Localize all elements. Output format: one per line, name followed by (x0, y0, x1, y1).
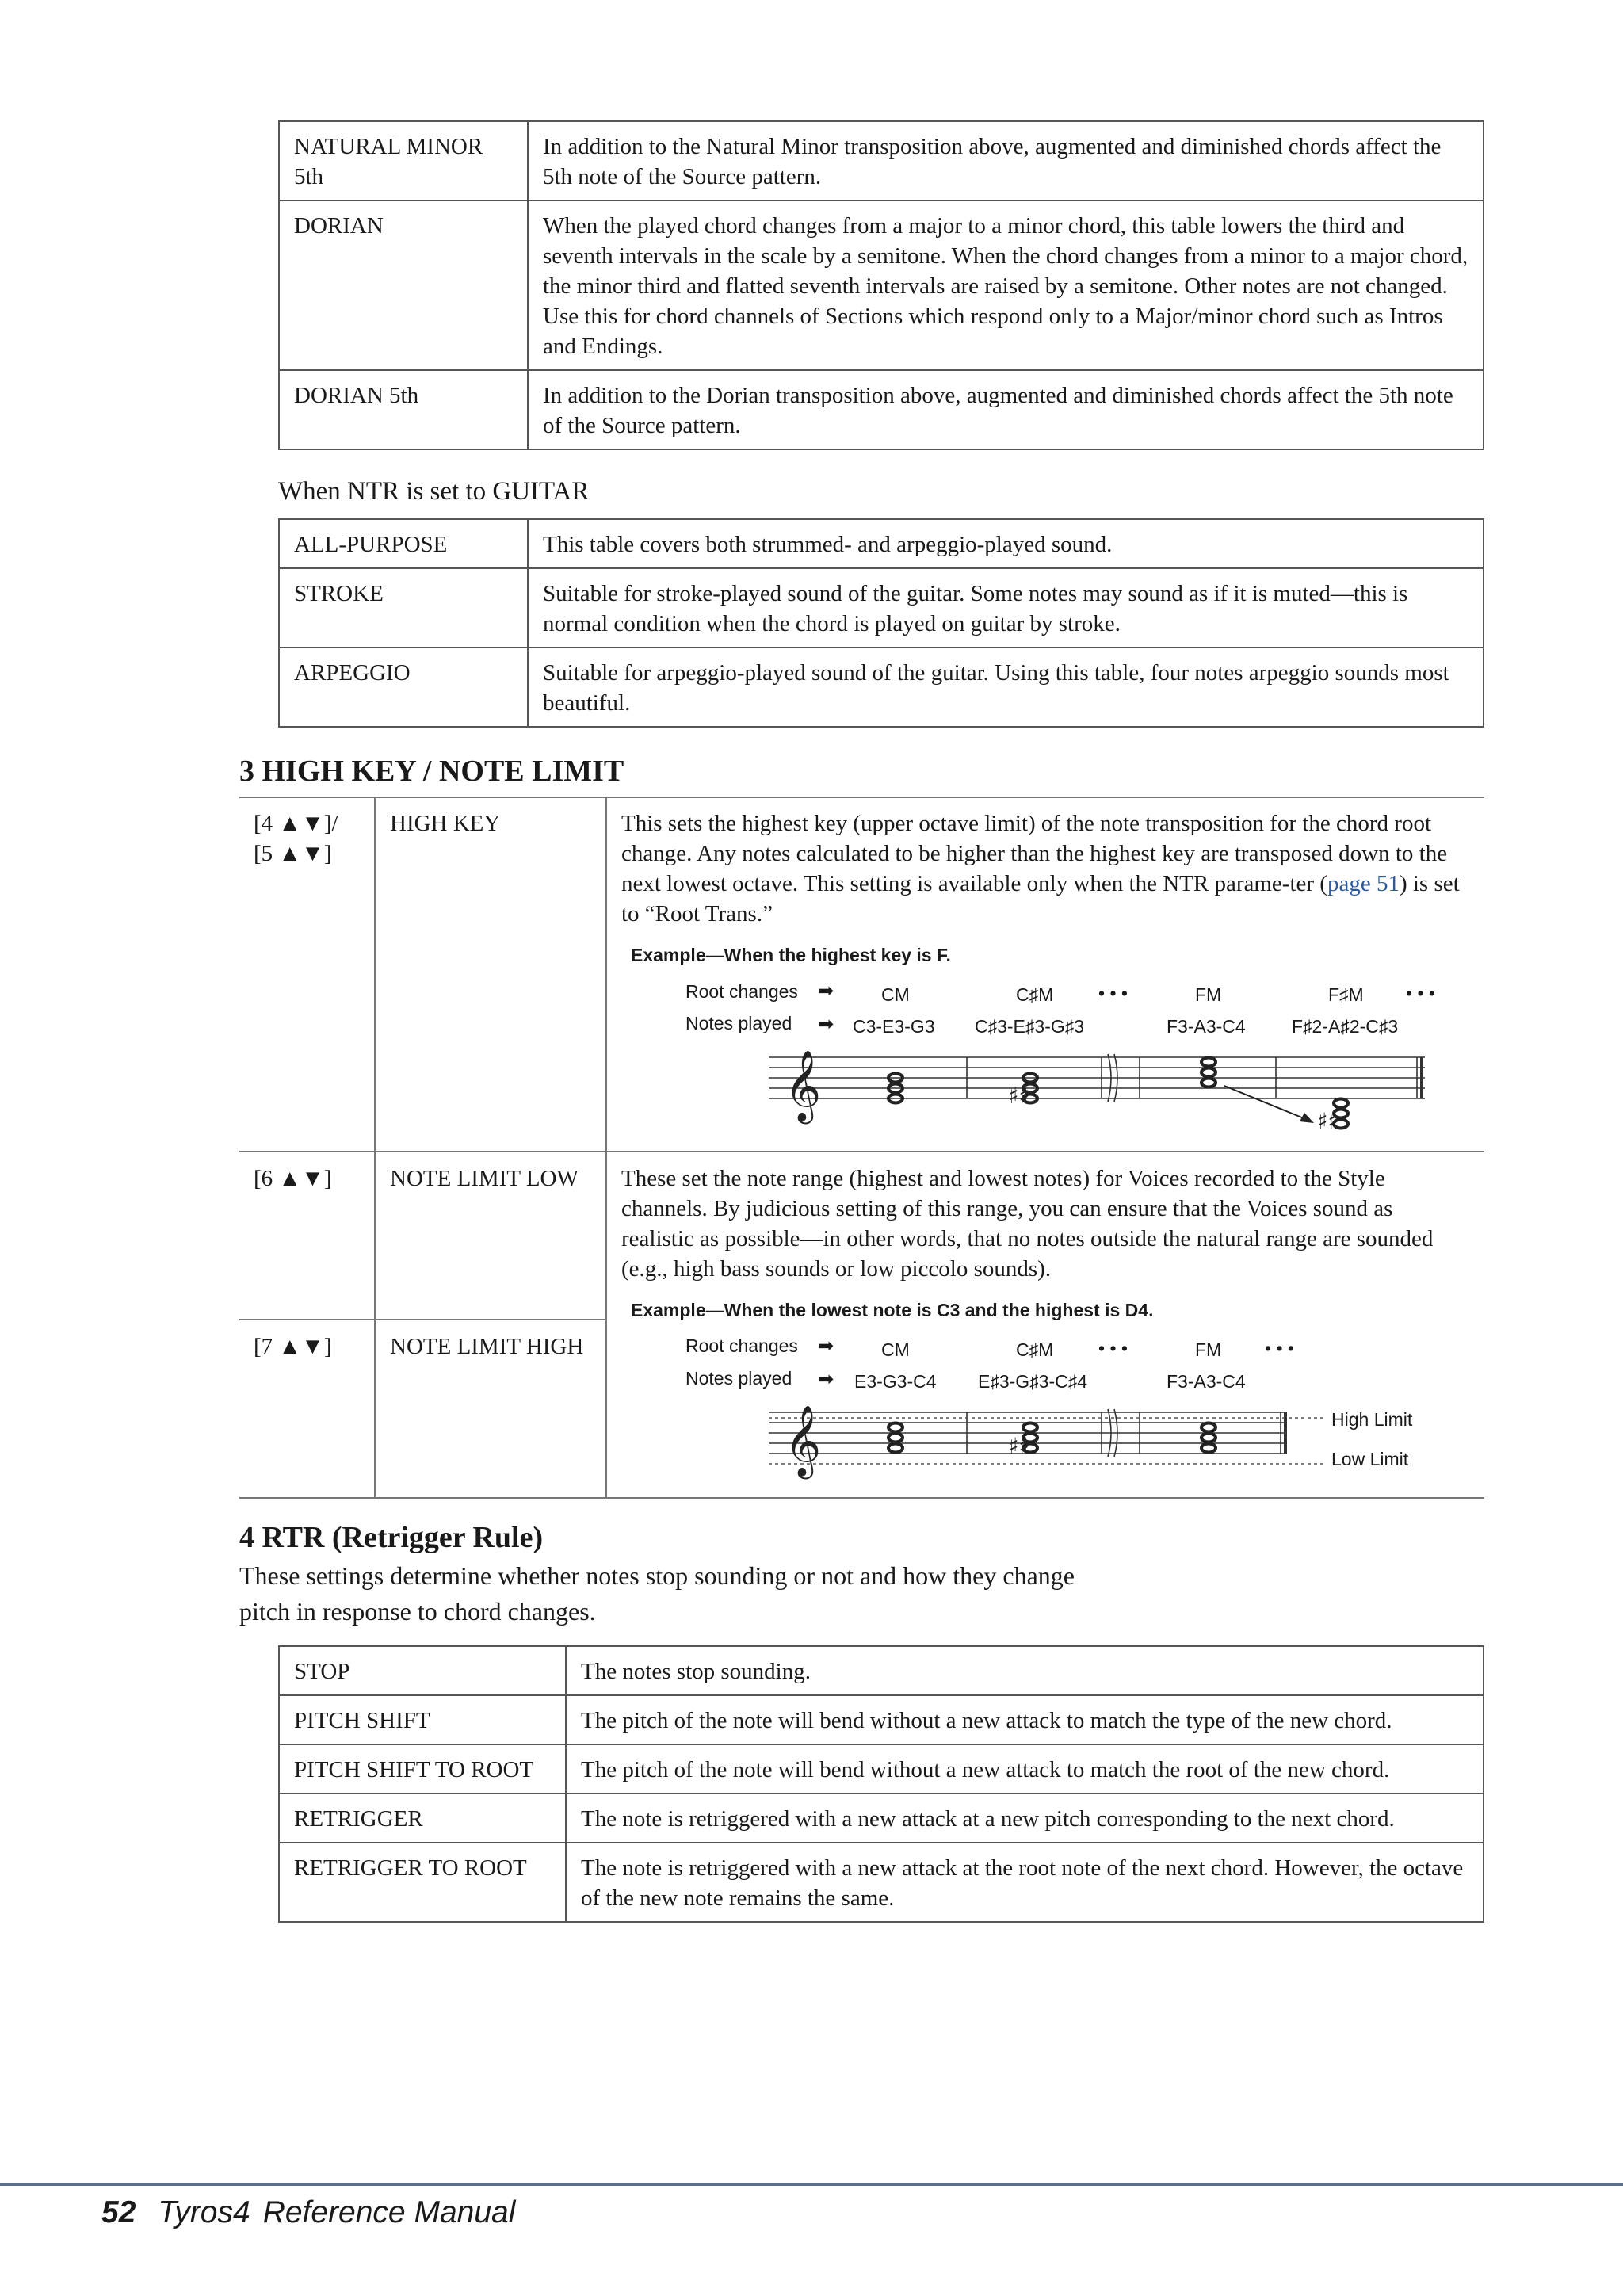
notes-value: C♯3-E♯3-G♯3 (975, 1016, 1085, 1037)
row-key: PITCH SHIFT TO ROOT (279, 1744, 566, 1794)
row-desc: Suitable for arpeggio-played sound of the guitar. Using this table, four notes arpeggio sounds most beautiful. (528, 648, 1484, 727)
param-desc: These set the note range (highest and lowest notes) for Voices recorded to the Style channels. By judicious setting of this range, you can ensure that the Voices sound as realistic as possible—in other words, that no notes outside the natural range are sounded (e.g., high bass sounds or low piccolo sounds). (606, 1152, 1484, 1498)
row-key: ARPEGGIO (279, 648, 528, 727)
notes-played-label: Notes played (685, 1368, 792, 1389)
example-title: Example—When the lowest note is C3 and the highest is D4. (631, 1300, 1154, 1320)
buttons-cell: [7 ▲▼] (239, 1320, 375, 1498)
page-link[interactable]: page 51 (1327, 871, 1400, 896)
row-key: ALL-PURPOSE (279, 519, 528, 568)
svg-text:𝄞: 𝄞 (785, 1405, 822, 1477)
svg-text:♯♯: ♯♯ (1008, 1083, 1030, 1109)
ellipsis: • • • (1098, 1338, 1128, 1358)
page-number: 52 (101, 2195, 136, 2229)
svg-text:♯♯: ♯♯ (1317, 1108, 1339, 1134)
table-row (279, 1646, 1484, 1695)
desc-text-after: ) is set to “Root Trans.” (621, 871, 1460, 926)
row-key: RETRIGGER TO ROOT (279, 1843, 566, 1922)
rtr-table (278, 1645, 1484, 1923)
table-row (279, 1744, 1484, 1794)
table-row (279, 370, 1484, 449)
root-changes-label: Root changes (685, 981, 798, 1002)
svg-text:♯♯: ♯♯ (1008, 1433, 1030, 1459)
param-name: HIGH KEY (375, 797, 606, 1152)
guitar-table (278, 518, 1484, 728)
buttons-cell: [4 ▲▼]/ [5 ▲▼] (239, 797, 375, 1152)
param-name: NOTE LIMIT LOW (375, 1152, 606, 1320)
section-4-heading: 4 RTR (Retrigger Rule) (239, 1521, 544, 1554)
row-desc: In addition to the Natural Minor transposition above, augmented and diminished chords affect the 5th note of the Source pattern. (528, 121, 1484, 201)
section-4-intro (239, 1558, 1075, 1629)
arrow-right-icon: ➡ (818, 980, 834, 1002)
root-chord: FM (1195, 984, 1222, 1005)
page-footer (101, 2195, 515, 2230)
intro-line: These settings determine whether notes stop sounding or not and how they change (239, 1561, 1075, 1590)
root-chord: F♯M (1328, 984, 1364, 1005)
row-key: RETRIGGER (279, 1794, 566, 1843)
notes-played-label: Notes played (685, 1013, 792, 1033)
table-row (279, 1843, 1484, 1922)
arrow-right-icon: ➡ (818, 1013, 834, 1035)
footer-rule (0, 2183, 1623, 2186)
notes-value: F♯2-A♯2-C♯3 (1292, 1016, 1399, 1037)
staff-notation-1 (761, 1046, 1434, 1141)
row-key: PITCH SHIFT (279, 1695, 566, 1744)
root-changes-label: Root changes (685, 1335, 798, 1356)
row-key: DORIAN (279, 201, 528, 370)
buttons-cell: [6 ▲▼] (239, 1152, 375, 1320)
row-key: STOP (279, 1646, 566, 1695)
notes-value: C3-E3-G3 (853, 1016, 935, 1037)
high-limit-label: High Limit (1331, 1409, 1413, 1430)
root-chord: CM (881, 1339, 910, 1360)
table-row (279, 648, 1484, 727)
notes-value: E♯3-G♯3-C♯4 (978, 1371, 1088, 1392)
guitar-caption: When NTR is set to GUITAR (278, 477, 590, 506)
root-chord: FM (1195, 1339, 1222, 1360)
table-row (279, 1794, 1484, 1843)
row-desc: The notes stop sounding. (566, 1646, 1484, 1695)
table-row (279, 519, 1484, 568)
table-row (279, 1695, 1484, 1744)
root-chord: C♯M (1016, 984, 1054, 1005)
param-name: NOTE LIMIT HIGH (375, 1320, 606, 1498)
row-desc: The pitch of the note will bend without a new attack to match the root of the new chord. (566, 1744, 1484, 1794)
row-key: DORIAN 5th (279, 370, 528, 449)
staff-notation-2 (761, 1401, 1331, 1477)
table-row (279, 201, 1484, 370)
svg-text:𝄞: 𝄞 (785, 1050, 822, 1121)
table-row (279, 568, 1484, 648)
arrow-right-icon: ➡ (818, 1368, 834, 1390)
minor-table (278, 120, 1484, 450)
notes-value: E3-G3-C4 (854, 1371, 937, 1392)
manual-name: Reference Manual (262, 2195, 516, 2229)
ellipsis: • • • (1098, 983, 1128, 1003)
desc-text-before: This sets the highest key (upper octave limit) of the note transposition for the chord root change. Any notes calculated to be higher than the highest key are transposed down to the next lowest octave. This setting is available only when the NTR parame-ter ( (621, 811, 1448, 896)
row-desc: The pitch of the note will bend without a new attack to match the type of the new chord. (566, 1695, 1484, 1744)
table-row (279, 121, 1484, 201)
ellipsis: • • • (1406, 983, 1435, 1003)
notes-value: F3-A3-C4 (1167, 1371, 1246, 1392)
table-row (239, 1152, 1484, 1320)
row-key: NATURAL MINOR 5th (279, 121, 528, 201)
row-desc: The note is retriggered with a new attack at a new pitch corresponding to the next chord. (566, 1794, 1484, 1843)
low-limit-label: Low Limit (1331, 1449, 1409, 1469)
row-desc: When the played chord changes from a major to a minor chord, this table lowers the third and seventh intervals in the scale by a semitone. When the chord changes from a minor to a major chord, the minor third and flatted seventh intervals are raised by a semitone. Other notes are not changed. Use this for chord channels of Sections which respond only to a Major/minor chord such as Intros and Endings. (528, 201, 1484, 370)
product-name: Tyros4 (158, 2195, 250, 2229)
example-title: Example—When the highest key is F. (631, 945, 951, 965)
row-desc: This table covers both strummed- and arpeggio-played sound. (528, 519, 1484, 568)
row-desc: The note is retriggered with a new attack at the root note of the next chord. However, the octave of the new note remains the same. (566, 1843, 1484, 1922)
ellipsis: • • • (1265, 1338, 1294, 1358)
row-key: STROKE (279, 568, 528, 648)
row-desc: In addition to the Dorian transposition above, augmented and diminished chords affect the 5th note of the Source pattern. (528, 370, 1484, 449)
arrow-right-icon: ➡ (818, 1335, 834, 1357)
root-chord: CM (881, 984, 910, 1005)
section-3-heading: 3 HIGH KEY / NOTE LIMIT (239, 755, 624, 788)
root-chord: C♯M (1016, 1339, 1054, 1360)
notes-value: F3-A3-C4 (1167, 1016, 1246, 1037)
row-desc: Suitable for stroke-played sound of the guitar. Some notes may sound as if it is muted—this is normal condition when the chord is played on guitar by stroke. (528, 568, 1484, 648)
high-key-table (239, 797, 1484, 1499)
intro-line: pitch in response to chord changes. (239, 1597, 596, 1626)
